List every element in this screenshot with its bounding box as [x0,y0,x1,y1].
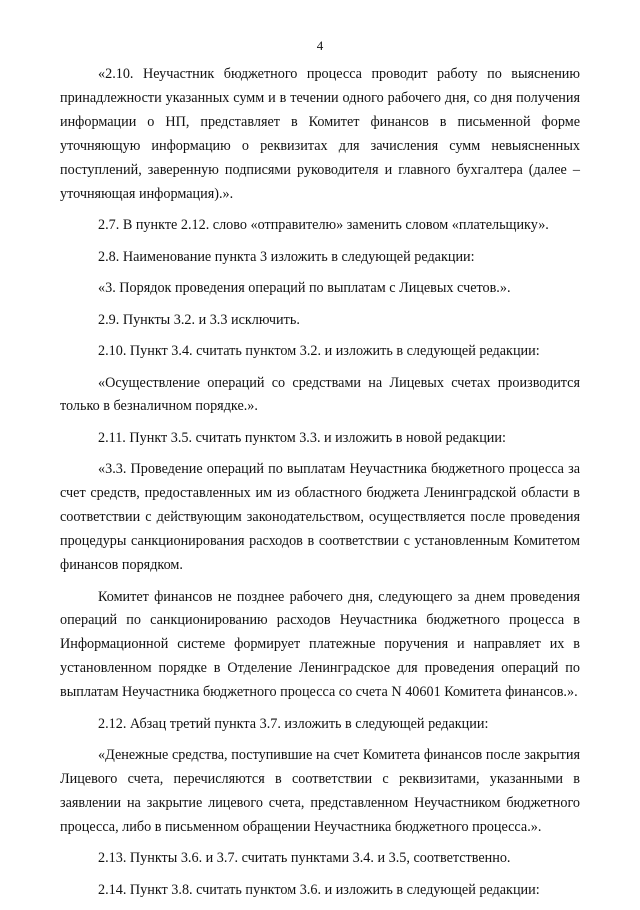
page-number: 4 [316,38,324,53]
document-body [60,63,580,910]
paragraph-2-8: 2.8. Наименование пункта 3 изложить в следующей редакции: [98,248,475,265]
paragraph-2-10-quote: «2.10. Неучастник бюджетного процесса проводит работу по выяснению принадлежности указанных сумм и в течении одного рабочего дня, со дня получения информации о НП, представляет в Комитет финансов в письменной форме уточняющую информацию о реквизитах для зачисления сумм невыясненных поступлений, заверенную подписями руководителя и главного бухгалтера (далее – уточняющая информация).». [60,66,580,202]
paragraph-operations-quote: «Осуществление операций со средствами на Лицевых счетах производится только в безналичном порядке.». [60,374,580,415]
paragraph-committee-finance: Комитет финансов не позднее рабочего дня, следующего за днем проведения операций по санкционированию расходов Неучастника бюджетного процесса в Информационной системе формирует платежные поручения и направляет их в установленном порядке в Отделение Ленинградское для проведения операций по выплатам Неучастника бюджетного процесса со счета N 40601 Комитета финансов.». [60,588,580,701]
paragraph-2-12: 2.12. Абзац третий пункта 3.7. изложить в следующей редакции: [98,715,489,732]
paragraph-2-10: 2.10. Пункт 3.4. считать пунктом 3.2. и изложить в следующей редакции: [98,343,540,360]
paragraph-funds-quote: «Денежные средства, поступившие на счет Комитета финансов после закрытия Лицевого счета, перечисляются в соответствии с реквизитами, указанными в заявлении на закрытие лицевого счета, представленном Неучастником бюджетного процесса, либо в письменном обращении Неучастника бюджетного процесса.». [60,747,580,835]
paragraph-2-13: 2.13. Пункты 3.6. и 3.7. считать пунктами 3.4. и 3.5, соответственно. [98,850,511,867]
paragraph-3-3-quote: «3.3. Проведение операций по выплатам Неучастника бюджетного процесса за счет средств, предоставленных им из областного бюджета Ленинградской области в соответствии с действующим законодательством, осуществляется после проведения процедуры санкционирования расходов в соответствии с установленным Комитетом финансов порядком. [60,461,580,574]
paragraph-section-3-title: «3. Порядок проведения операций по выплатам с Лицевых счетов.». [98,280,511,297]
paragraph-2-9: 2.9. Пункты 3.2. и 3.3 исключить. [98,311,300,328]
paragraph-2-7: 2.7. В пункте 2.12. слово «отправителю» заменить словом «плательщику». [98,217,549,234]
paragraph-2-11: 2.11. Пункт 3.5. считать пунктом 3.3. и изложить в новой редакции: [98,429,506,446]
paragraph-2-14: 2.14. Пункт 3.8. считать пунктом 3.6. и изложить в следующей редакции: [98,881,540,898]
